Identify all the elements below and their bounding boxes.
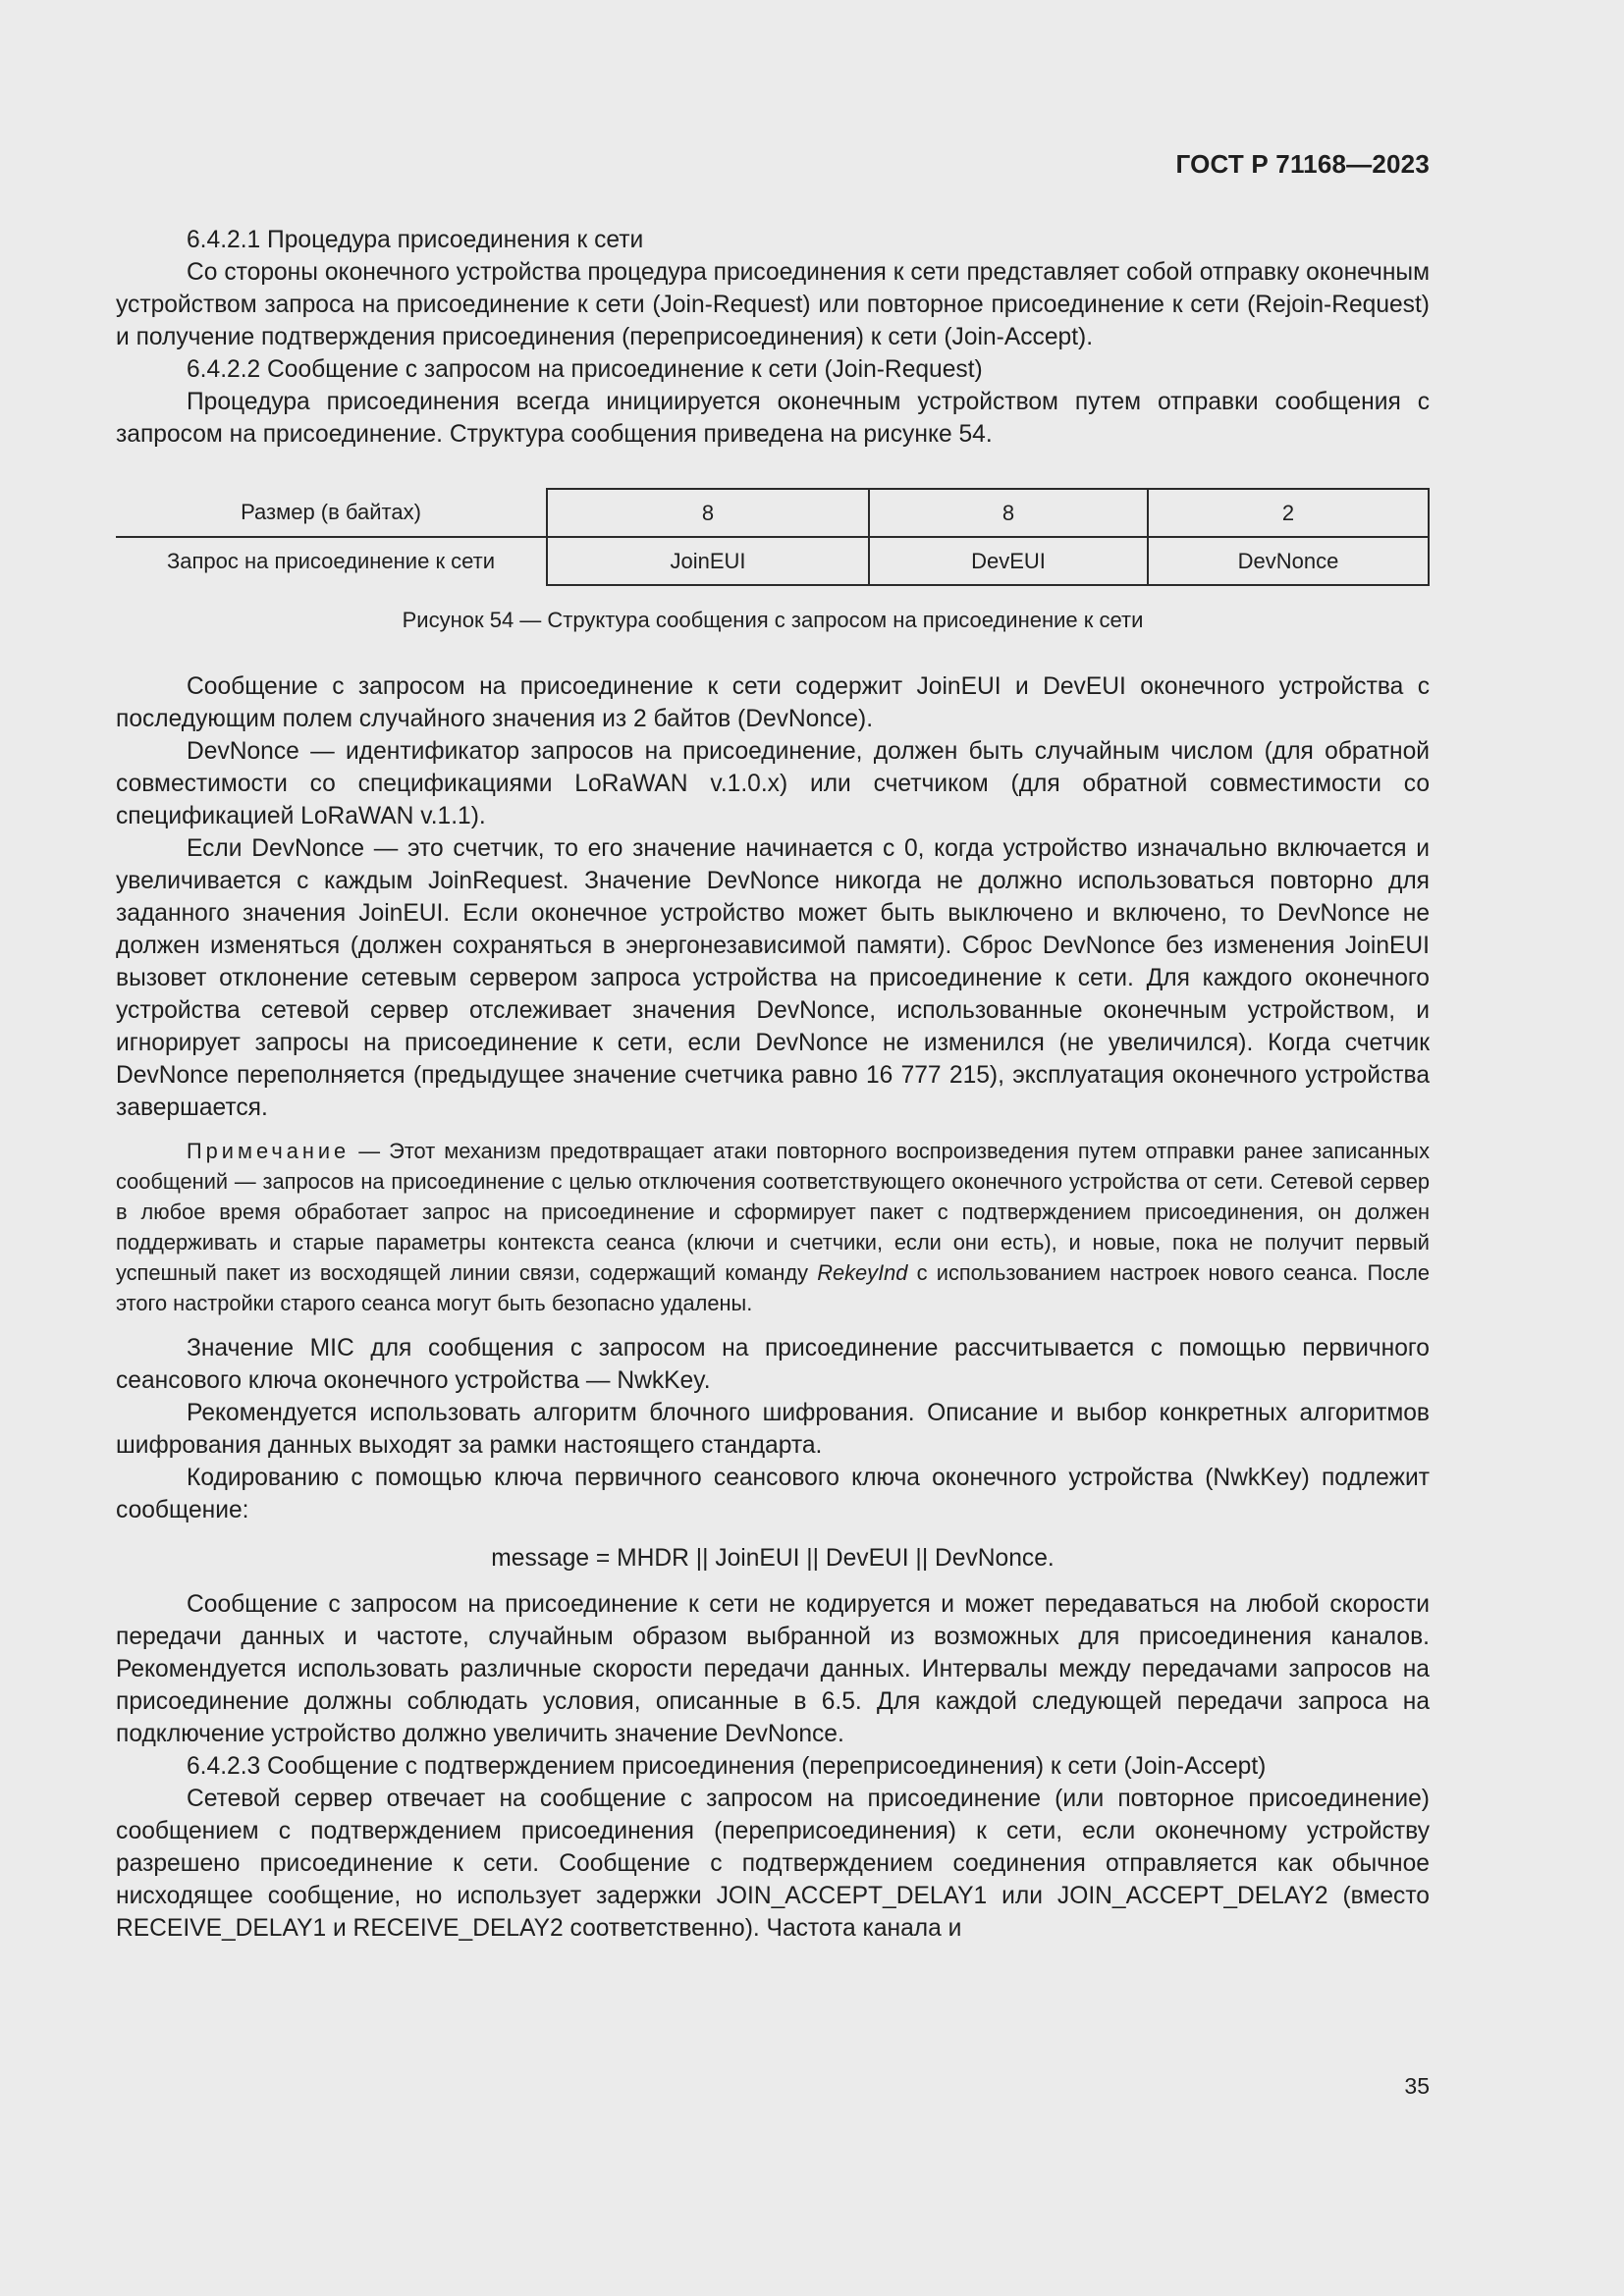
table-cell: 8 [869, 489, 1148, 537]
note-block [116, 1136, 1430, 1318]
document-header: ГОСТ Р 71168—2023 [1175, 149, 1430, 179]
figure-caption: Рисунок 54 — Структура сообщения с запросом на присоединение к сети [402, 608, 1144, 632]
paragraph: Сообщение с запросом на присоединение к сети не кодируется и может передаваться на любой скорости передачи данных и частоте, случайным образом выбранной из возможных для присоединения каналов. Рекомендуется использовать различные скорости передачи данных. Интервалы между передачами запросов на присоединение должны соблюдать условия, описанные в 6.5. Для каждой следующей передачи запроса на подключение устройство должно увеличить значение DevNonce. [116, 1591, 1430, 1747]
paragraph: Кодированию с помощью ключа первичного сеансового ключа оконечного устройства (NwkKey) подлежит сообщение: [116, 1465, 1430, 1523]
section-title-6-4-2-1: 6.4.2.1 Процедура присоединения к сети [187, 227, 644, 253]
formula: message = MHDR || JoinEUI || DevEUI || DevNonce. [491, 1545, 1055, 1572]
table-cell: DevEUI [869, 537, 1148, 585]
document-body [116, 224, 1430, 1945]
paragraph: Значение MIC для сообщения с запросом на присоединение рассчитывается с помощью первичного сеансового ключа оконечного устройства — NwkKey. [116, 1335, 1430, 1394]
table-cell-label: Размер (в байтах) [116, 489, 547, 537]
figure-54-table [116, 488, 1430, 586]
paragraph: Сообщение с запросом на присоединение к сети содержит JoinEUI и DevEUI оконечного устройства с последующим полем случайного значения из 2 байтов (DevNonce). [116, 673, 1430, 732]
note-text: — Этот механизм предотвращает атаки повторного воспроизведения путем отправки ранее записанных сообщений — запросов на присоединение с целью отключения соответствующего оконечного устройства от сети. Сетевой сервер в любое время обработает запрос на присоединение и сформирует пакет с подтверждением присоединения, он должен поддерживать и старые параметры контекста сеанса (ключи и счетчики, если они есть), и новые, пока не получит первый успешный пакет из восходящей линии связи, содержащий команду [116, 1139, 1430, 1285]
section-title-6-4-2-3: 6.4.2.3 Сообщение с подтверждением присоединения (переприсоединения) к сети (Join-Accept) [187, 1753, 1267, 1780]
paragraph: DevNonce — идентификатор запросов на присоединение, должен быть случайным числом (для обратной совместимости со спецификациями LoRaWAN v.1.0.x) или счетчиком (для обратной совместимости со спецификацией LoRaWAN v.1.1). [116, 738, 1430, 829]
page-number: 35 [1404, 2073, 1430, 2099]
paragraph: Со стороны оконечного устройства процедура присоединения к сети представляет собой отправку оконечным устройством запроса на присоединение к сети (Join-Request) или повторное присоединение к сети (Rejoin-Request) и получение подтверждения присоединения (переприсоединения) к сети (Join-Accept). [116, 259, 1430, 350]
paragraph: Рекомендуется использовать алгоритм блочного шифрования. Описание и выбор конкретных алгоритмов шифрования данных выходят за рамки настоящего стандарта. [116, 1400, 1430, 1459]
paragraph: Сетевой сервер отвечает на сообщение с запросом на присоединение (или повторное присоединение) сообщением с подтверждением присоединения (переприсоединения) к сети, если оконечному устройству разрешено присоединение к сети. Сообщение с подтверждением соединения отправляется как обычное нисходящее сообщение, но использует задержки JOIN_ACCEPT_DELAY1 или JOIN_ACCEPT_DELAY2 (вместо RECEIVE_DELAY1 и RECEIVE_DELAY2 соответственно). Частота канала и [116, 1786, 1430, 1942]
table-cell-label: Запрос на присоединение к сети [166, 549, 496, 573]
note-italic-term: RekeyInd [817, 1260, 908, 1285]
table-cell: DevNonce [1148, 537, 1429, 585]
table-cell: JoinEUI [547, 537, 869, 585]
table-cell: 8 [547, 489, 869, 537]
table-row [116, 537, 1429, 585]
table-cell: 2 [1148, 489, 1429, 537]
paragraph: Процедура присоединения всегда инициируется оконечным устройством путем отправки сообщения с запросом на присоединение. Структура сообщения приведена на рисунке 54. [116, 389, 1430, 448]
paragraph: Если DevNonce — это счетчик, то его значение начинается с 0, когда устройство изначально включается и увеличивается с каждым JoinRequest. Значение DevNonce никогда не должно использоваться повторно для заданного значения JoinEUI. Если оконечное устройство может быть выключено и включено, то DevNonce не должен изменяться (должен сохраняться в энергонезависимой памяти). Сброс DevNonce без изменения JoinEUI вызовет отклонение сетевым сервером запроса устройства на присоединение к сети. Для каждого оконечного устройства сетевой сервер отслеживает значения DevNonce, использованные оконечным устройством, и игнорирует запросы на присоединение к сети, если DevNonce не изменился (не увеличился). Когда счетчик DevNonce переполняется (предыдущее значение счетчика равно 16 777 215), эксплуатация оконечного устройства завершается. [116, 835, 1430, 1121]
note-text: с использованием настроек нового сеанса. После этого настройки старого сеанса могут быть безопасно удалены. [116, 1260, 1431, 1315]
table-row [116, 489, 1429, 537]
section-title-6-4-2-2: 6.4.2.2 Сообщение с запросом на присоединение к сети (Join-Request) [187, 356, 983, 383]
note-label: Примечание [187, 1139, 351, 1163]
